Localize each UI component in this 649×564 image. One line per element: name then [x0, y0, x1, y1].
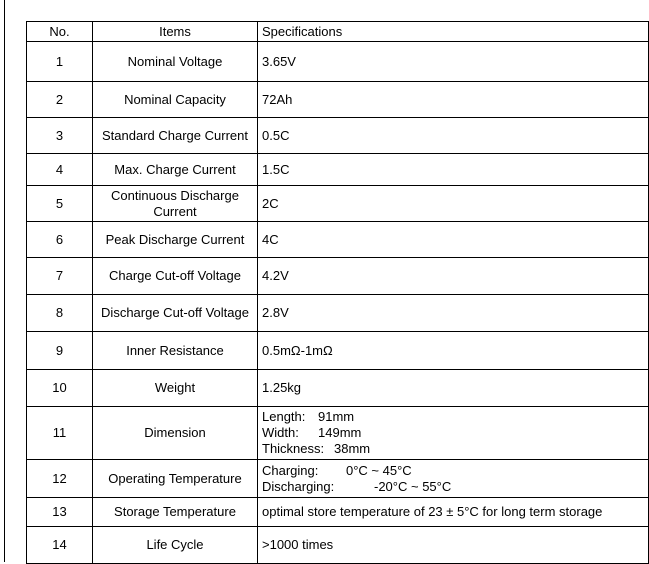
width-label: Width:	[262, 425, 299, 440]
discharging-value: -20°C ~ 55°C	[374, 478, 452, 494]
thickness-label: Thickness:	[262, 441, 325, 456]
row-spec: 2C	[258, 186, 649, 222]
row-no: 10	[27, 370, 93, 407]
row-item: Dimension	[93, 407, 258, 460]
row-no: 2	[27, 82, 93, 118]
row-no: 5	[27, 186, 93, 222]
row-no: 12	[27, 460, 93, 498]
table-row	[27, 460, 649, 498]
row-no: 13	[27, 498, 93, 527]
row-spec: 0.5C	[258, 118, 649, 154]
table-row	[27, 222, 649, 258]
table-row	[27, 407, 649, 460]
table-row	[27, 332, 649, 370]
row-spec: 0.5mΩ-1mΩ	[258, 332, 649, 370]
row-no: 3	[27, 118, 93, 154]
row-item: Discharge Cut-off Voltage	[93, 295, 258, 332]
row-item: Operating Temperature	[93, 460, 258, 498]
dimension-width	[262, 425, 644, 441]
header-items: Items	[93, 22, 258, 42]
row-spec-operating-temperature	[258, 460, 649, 498]
table-row	[27, 498, 649, 527]
specifications-table	[26, 21, 649, 564]
row-item: Max. Charge Current	[93, 154, 258, 186]
charging-value: 0°C ~ 45°C	[346, 462, 412, 478]
table-row	[27, 295, 649, 332]
table-row	[27, 42, 649, 82]
row-spec: 3.65V	[258, 42, 649, 82]
table-header-row	[27, 22, 649, 42]
table-row	[27, 154, 649, 186]
row-spec: 72Ah	[258, 82, 649, 118]
row-spec: 4C	[258, 222, 649, 258]
row-spec: 1.25kg	[258, 370, 649, 407]
row-no: 11	[27, 407, 93, 460]
row-item: Life Cycle	[93, 527, 258, 564]
row-item: Charge Cut-off Voltage	[93, 258, 258, 295]
charging-temperature	[262, 463, 644, 479]
row-item: Inner Resistance	[93, 332, 258, 370]
row-spec: 2.8V	[258, 295, 649, 332]
row-spec-dimension	[258, 407, 649, 460]
thickness-value: 38mm	[334, 441, 371, 456]
row-no: 6	[27, 222, 93, 258]
row-item: Peak Discharge Current	[93, 222, 258, 258]
row-spec: >1000 times	[258, 527, 649, 564]
row-no: 14	[27, 527, 93, 564]
length-value: 91mm	[318, 409, 355, 424]
row-no: 9	[27, 332, 93, 370]
table-row	[27, 527, 649, 564]
row-no: 7	[27, 258, 93, 295]
length-label: Length:	[262, 409, 306, 424]
row-item: Weight	[93, 370, 258, 407]
row-item: Nominal Capacity	[93, 82, 258, 118]
row-spec: optimal store temperature of 23 ± 5°C for long term storage	[258, 498, 649, 527]
row-no: 4	[27, 154, 93, 186]
row-item: Continuous Discharge Current	[93, 186, 258, 222]
table-row	[27, 82, 649, 118]
table-row	[27, 118, 649, 154]
table-row	[27, 370, 649, 407]
row-item: Storage Temperature	[93, 498, 258, 527]
discharging-temperature	[262, 479, 644, 495]
row-item: Nominal Voltage	[93, 42, 258, 82]
dimension-length	[262, 409, 644, 425]
width-value: 149mm	[318, 425, 362, 440]
discharging-label: Discharging:	[262, 478, 335, 494]
table-row	[27, 258, 649, 295]
row-spec: 4.2V	[258, 258, 649, 295]
page-left-border	[4, 0, 5, 562]
row-no: 1	[27, 42, 93, 82]
row-item: Standard Charge Current	[93, 118, 258, 154]
header-specifications: Specifications	[258, 22, 649, 42]
dimension-thickness	[262, 441, 644, 457]
row-spec: 1.5C	[258, 154, 649, 186]
header-no: No.	[27, 22, 93, 42]
table-row	[27, 186, 649, 222]
row-no: 8	[27, 295, 93, 332]
charging-label: Charging:	[262, 462, 319, 478]
